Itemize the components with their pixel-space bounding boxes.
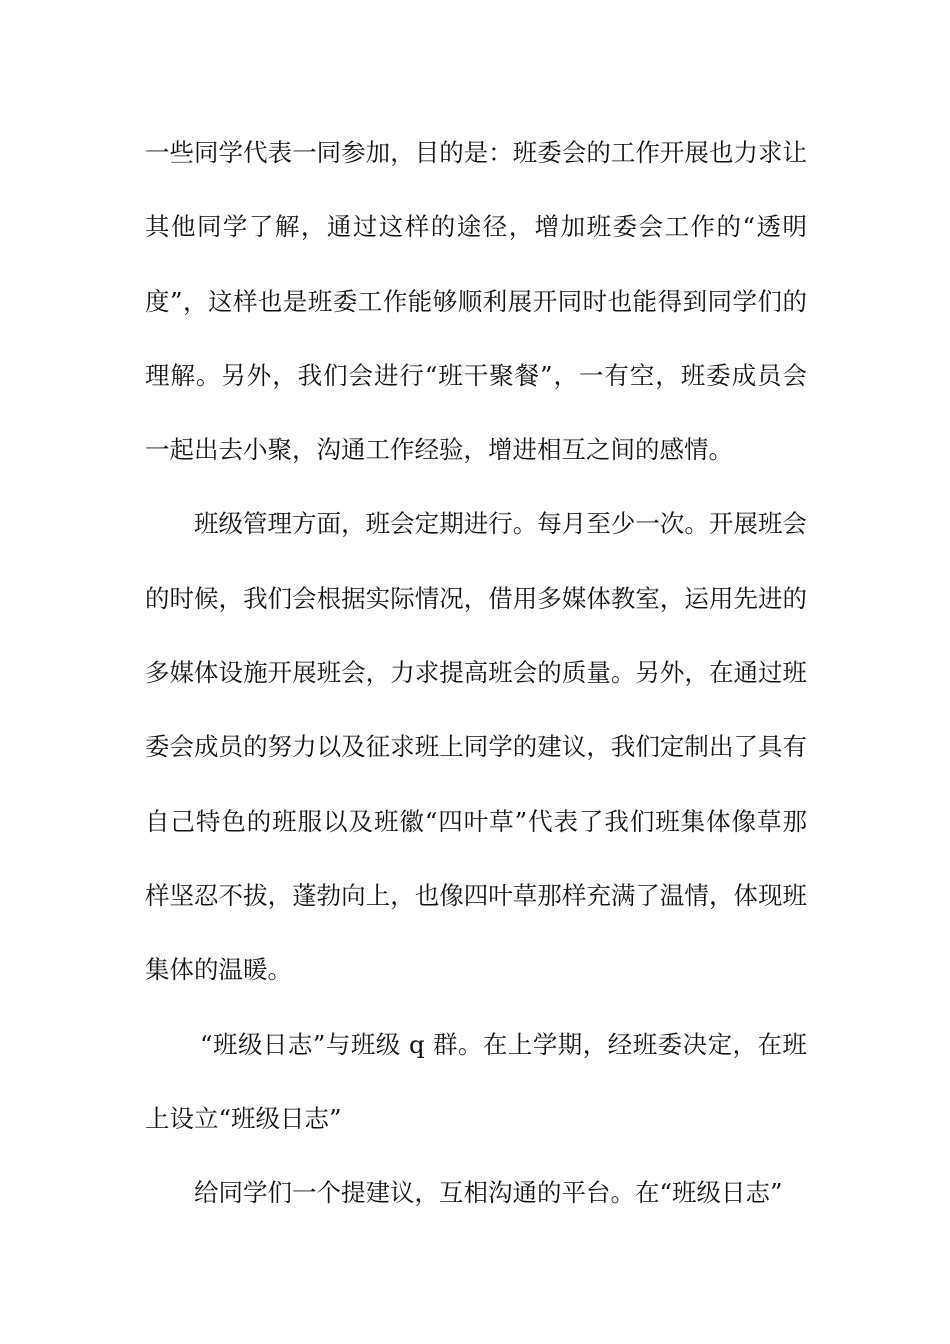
paragraph-line: 一起出去小聚，沟通工作经验，增进相互之间的感情。 xyxy=(145,435,733,465)
paragraph-2 xyxy=(145,503,807,1023)
paragraph-line: 的时候，我们会根据实际情况，借用多媒体教室，运用先进的 xyxy=(145,583,807,613)
paragraph-line: 度”，这样也是班委工作能够顺利展开同时也能得到同学们的 xyxy=(145,286,807,316)
paragraph-line: 上设立“班级日志” xyxy=(145,1103,342,1133)
paragraph-line: 一些同学代表一同参加，目的是：班委会的工作开展也力求让 xyxy=(145,138,807,167)
document-body xyxy=(145,132,807,1246)
paragraph-line: 其他同学了解，通过这样的途径，增加班委会工作的“透明 xyxy=(145,212,807,242)
paragraph-line: 多媒体设施开展班会，力求提高班会的质量。另外，在通过班 xyxy=(145,658,807,688)
paragraph-4 xyxy=(145,1172,807,1246)
paragraph-line: 集体的温暖。 xyxy=(145,955,292,985)
paragraph-line: 给同学们一个提建议，互相沟通的平台。在“班级日志” xyxy=(194,1178,783,1208)
paragraph-line: 理解。另外，我们会进行“班干聚餐”，一有空，班委成员会 xyxy=(145,360,807,390)
paragraph-line: 班级管理方面，班会定期进行。每月至少一次。开展班会 xyxy=(194,509,807,539)
paragraph-line: 样坚忍不拔，蓬勃向上，也像四叶草那样充满了温情，体现班 xyxy=(145,880,807,910)
paragraph-line: “班级日志”与班级 q 群。在上学期，经班委决定，在班 xyxy=(200,1029,807,1059)
paragraph-line: 委会成员的努力以及征求班上同学的建议，我们定制出了具有 xyxy=(145,732,807,762)
paragraph-3 xyxy=(145,1024,807,1173)
paragraph-line: 自己特色的班服以及班徽“四叶草”代表了我们班集体像草那 xyxy=(145,806,807,836)
paragraph-1 xyxy=(145,132,807,503)
